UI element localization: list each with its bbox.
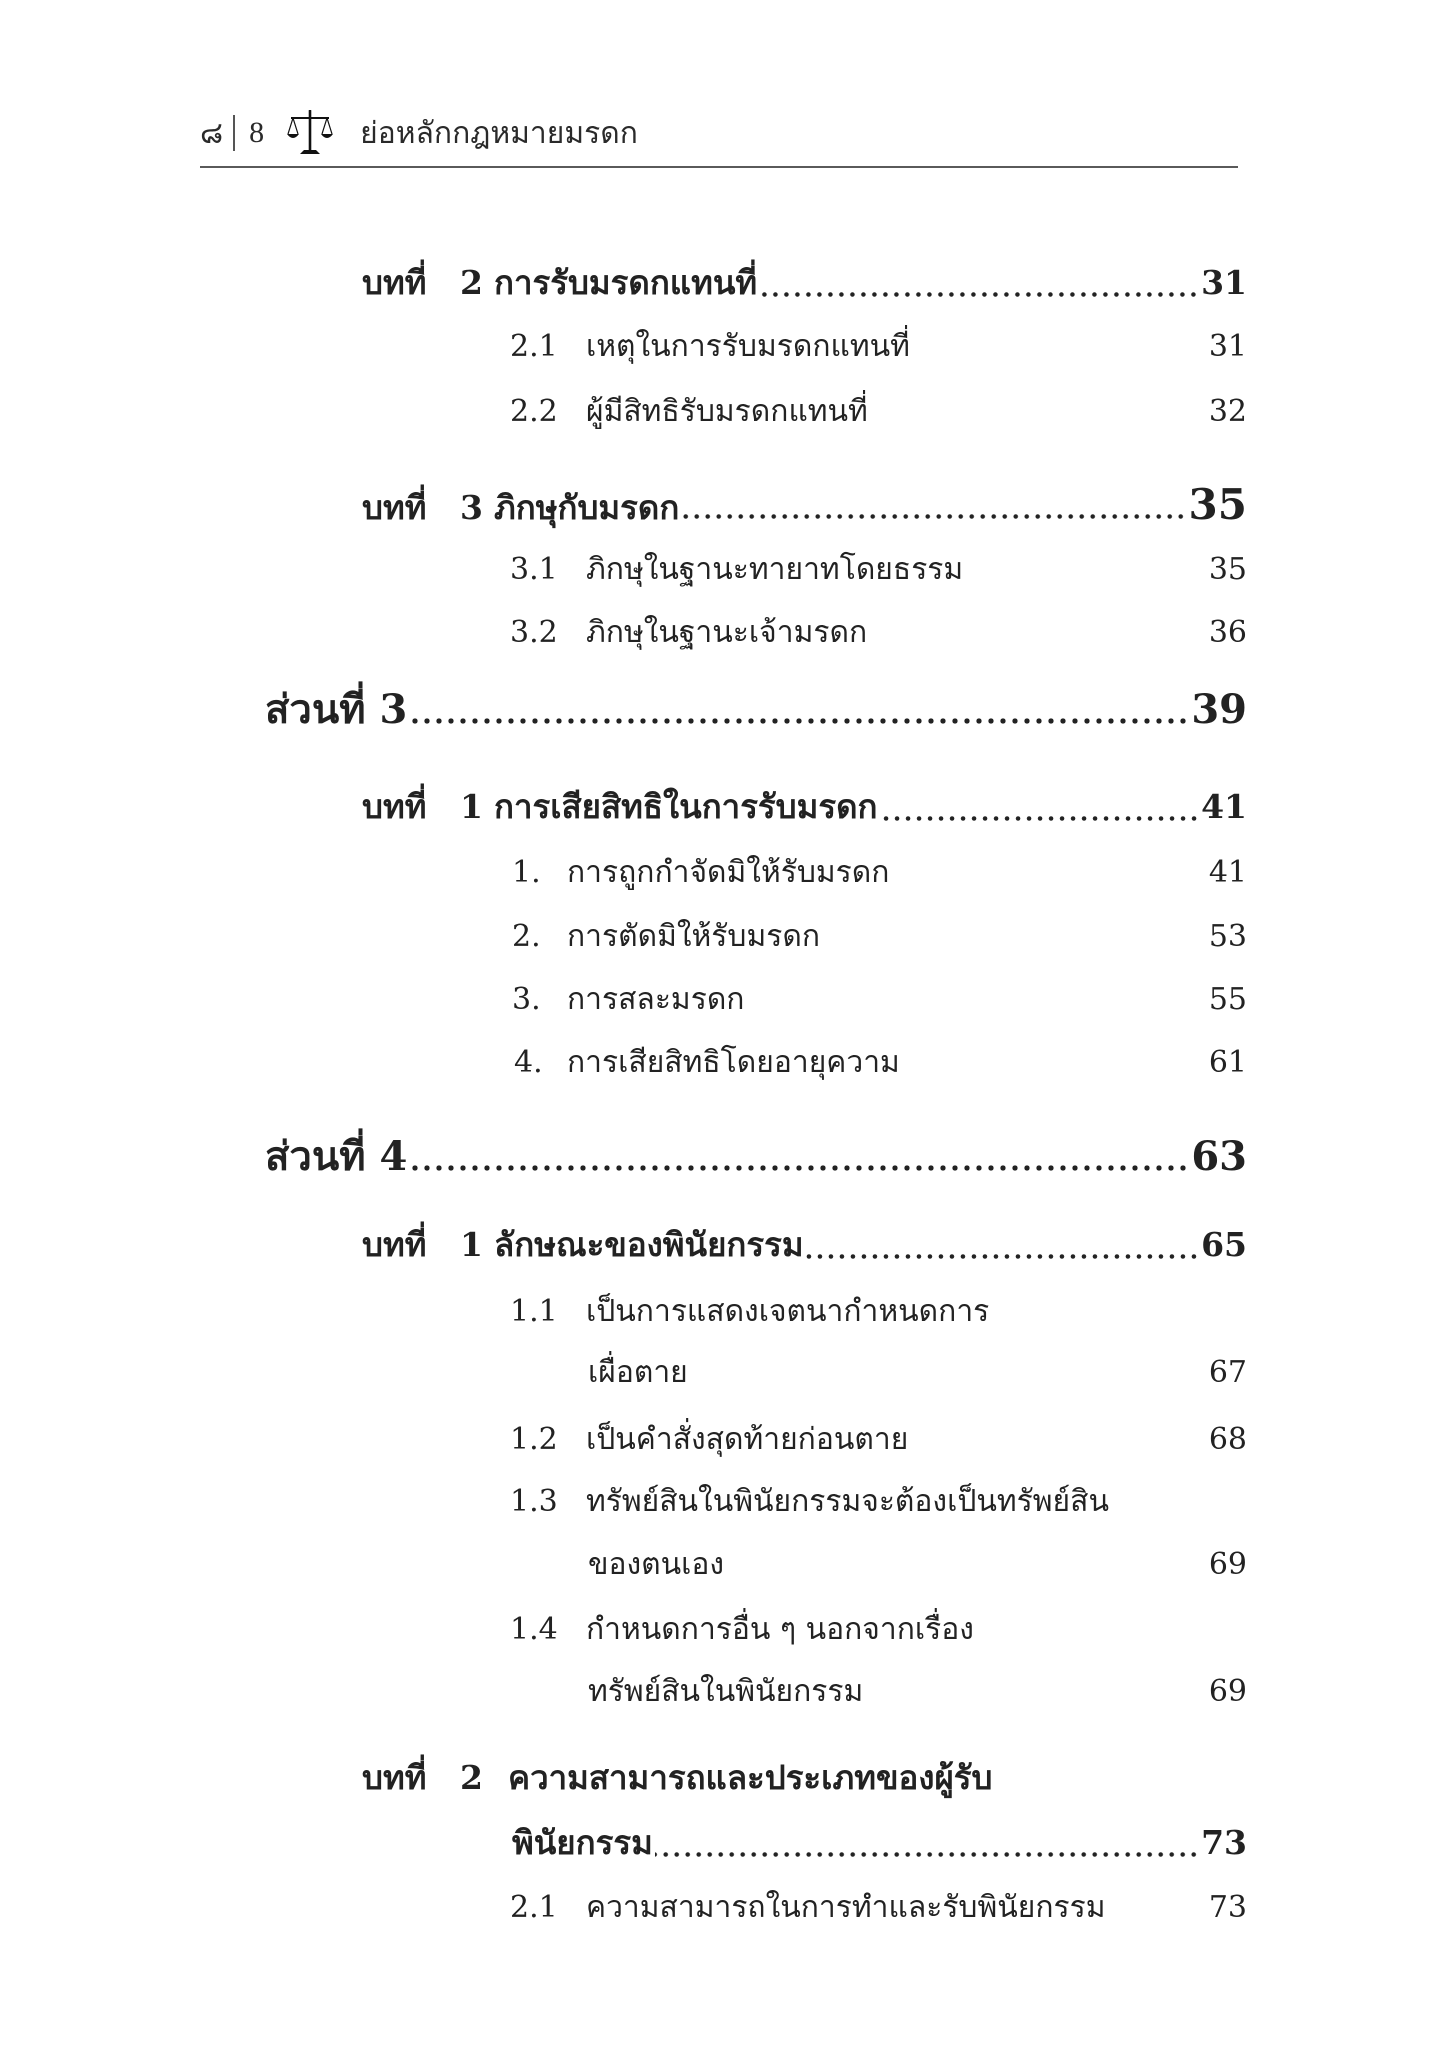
item-number: 2.1: [510, 1890, 558, 1925]
page-number: 36: [1208, 615, 1247, 650]
item-text-continued: ของตนเอง: [588, 1547, 725, 1582]
item-number: 2.: [512, 919, 541, 954]
page-number: 69: [1208, 1547, 1247, 1582]
toc-item-entry[interactable]: [510, 1474, 1247, 1530]
toc-chapter-entry[interactable]: [362, 255, 1247, 311]
dot-leader: [681, 477, 1186, 533]
dot-leader: [655, 1815, 1199, 1871]
toc-chapter-continuation[interactable]: [512, 1815, 1247, 1871]
page-number: 31: [1201, 263, 1247, 302]
dot-leader: [759, 255, 1199, 311]
page-number-arabic: 8: [249, 116, 265, 149]
chapter-label: บทที่: [362, 488, 427, 527]
toc-item-entry[interactable]: [510, 605, 1247, 661]
item-number: 1.4: [510, 1612, 558, 1647]
part-title: ส่วนที่ 3: [265, 686, 408, 733]
item-text: ภิกษุในฐานะทายาทโดยธรรม: [586, 552, 964, 587]
toc-item-continuation[interactable]: [588, 1664, 1247, 1720]
chapter-label: บทที่: [362, 263, 427, 302]
chapter-number: 3: [460, 488, 483, 527]
page-number-thai: ๘: [200, 116, 224, 150]
item-number: 3.1: [510, 552, 558, 587]
page-number: 73: [1201, 1823, 1247, 1862]
chapter-title-continued: พินัยกรรม: [512, 1823, 653, 1862]
part-title: ส่วนที่ 4: [265, 1133, 408, 1180]
item-text-continued: ทรัพย์สินในพินัยกรรม: [588, 1674, 864, 1709]
header-separator: [233, 115, 235, 151]
item-text: การตัดมิให้รับมรดก: [567, 919, 820, 954]
item-text: การเสียสิทธิโดยอายุความ: [567, 1045, 900, 1080]
item-text-continued: เผื่อตาย: [588, 1355, 688, 1390]
chapter-title: ลักษณะของพินัยกรรม: [494, 1225, 804, 1264]
chapter-number: 1: [460, 1225, 483, 1264]
toc-chapter-entry[interactable]: [362, 477, 1247, 533]
toc-part-entry[interactable]: [265, 682, 1247, 738]
dot-leader: [880, 779, 1200, 835]
page-number: 32: [1208, 394, 1247, 429]
chapter-label: บทที่: [362, 1758, 427, 1797]
item-number: 4.: [514, 1045, 543, 1080]
item-number: 3.: [512, 982, 541, 1017]
item-number: 1.: [512, 855, 541, 890]
item-text: เป็นการแสดงเจตนากำหนดการ: [586, 1294, 990, 1329]
page-number: 41: [1208, 855, 1247, 890]
page-number: 63: [1191, 1133, 1247, 1180]
item-text: ความสามารถในการทำและรับพินัยกรรม: [586, 1890, 1106, 1925]
page-number: 69: [1208, 1674, 1247, 1709]
toc-item-entry[interactable]: [512, 909, 1247, 965]
item-number: 1.2: [510, 1422, 558, 1457]
chapter-title: การรับมรดกแทนที่: [494, 263, 758, 302]
chapter-number: 1: [460, 787, 483, 826]
toc-item-entry[interactable]: [510, 319, 1247, 375]
toc-item-entry[interactable]: [510, 1880, 1247, 1936]
page-number: 73: [1208, 1890, 1247, 1925]
page-number: 67: [1208, 1355, 1247, 1390]
item-text: เหตุในการรับมรดกแทนที่: [586, 329, 910, 364]
page-number: 68: [1208, 1422, 1247, 1457]
item-text: เป็นคำสั่งสุดท้ายก่อนตาย: [586, 1422, 909, 1457]
toc-chapter-entry[interactable]: [362, 1750, 1247, 1806]
item-number: 3.2: [510, 615, 558, 650]
item-number: 2.2: [510, 394, 558, 429]
page-number: 35: [1188, 480, 1247, 529]
item-number: 2.1: [510, 329, 558, 364]
page-number: 35: [1208, 552, 1247, 587]
dot-leader: [806, 1217, 1199, 1273]
page-number: 39: [1191, 686, 1247, 733]
page-number: 53: [1208, 919, 1247, 954]
chapter-title: ความสามารถและประเภทของผู้รับ: [508, 1758, 993, 1797]
item-text: กำหนดการอื่น ๆ นอกจากเรื่อง: [586, 1612, 974, 1647]
dot-leader: [409, 682, 1189, 738]
item-number: 1.3: [510, 1484, 558, 1519]
scales-of-justice-icon: [286, 110, 334, 156]
toc-part-entry[interactable]: [265, 1129, 1247, 1185]
chapter-number: 2: [460, 1758, 483, 1797]
running-header: [200, 110, 638, 156]
page-number: 65: [1201, 1225, 1247, 1264]
chapter-label: บทที่: [362, 787, 427, 826]
toc-item-entry[interactable]: [510, 384, 1247, 440]
toc-item-continuation[interactable]: [588, 1345, 1247, 1401]
chapter-title: ภิกษุกับมรดก: [494, 488, 680, 527]
item-text: การถูกกำจัดมิให้รับมรดก: [567, 855, 890, 890]
book-title: ย่อหลักกฎหมายมรดก: [360, 116, 638, 150]
item-text: ทรัพย์สินในพินัยกรรมจะต้องเป็นทรัพย์สิน: [586, 1484, 1109, 1519]
toc-chapter-entry[interactable]: [362, 779, 1247, 835]
page-number: 55: [1208, 982, 1247, 1017]
toc-item-entry[interactable]: [510, 1284, 1247, 1340]
toc-item-entry[interactable]: [512, 972, 1247, 1028]
item-text: การสละมรดก: [567, 982, 745, 1017]
page-number: 41: [1201, 787, 1247, 826]
toc-item-continuation[interactable]: [588, 1537, 1247, 1593]
item-text: ภิกษุในฐานะเจ้ามรดก: [586, 615, 868, 650]
toc-item-entry[interactable]: [514, 1035, 1247, 1091]
header-rule: [200, 166, 1238, 168]
item-text: ผู้มีสิทธิรับมรดกแทนที่: [586, 394, 868, 429]
chapter-label: บทที่: [362, 1225, 427, 1264]
page-number: 61: [1208, 1045, 1247, 1080]
toc-item-entry[interactable]: [512, 845, 1247, 901]
chapter-title: การเสียสิทธิในการรับมรดก: [494, 787, 878, 826]
chapter-number: 2: [460, 263, 483, 302]
dot-leader: [409, 1129, 1189, 1185]
page-number: 31: [1208, 329, 1247, 364]
toc-item-entry[interactable]: [510, 1412, 1247, 1468]
item-number: 1.1: [510, 1294, 558, 1329]
toc-item-entry[interactable]: [510, 1602, 1247, 1658]
toc-item-entry[interactable]: [510, 542, 1247, 598]
toc-chapter-entry[interactable]: [362, 1217, 1247, 1273]
